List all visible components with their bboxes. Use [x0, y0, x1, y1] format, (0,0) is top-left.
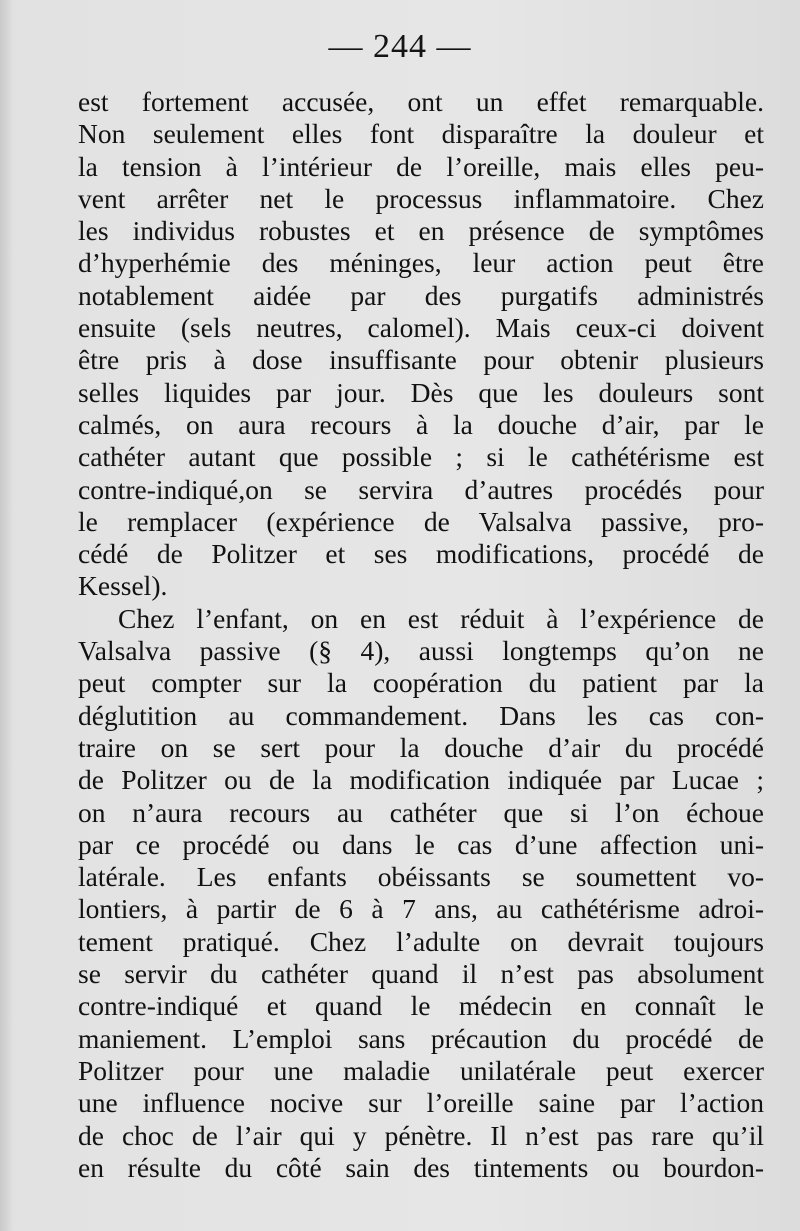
text-line: déglutition au commandement. Dans les cas con- — [78, 699, 764, 731]
text-line: une influence nocive sur l’oreille saine par l’action — [78, 1087, 764, 1119]
text-line: en résulte du côté sain des tintements ou bourdon- — [78, 1151, 764, 1183]
text-line: traire on se sert pour la douche d’air du procédé — [78, 731, 764, 763]
text-line: ensuite (sels neutres, calomel). Mais ceux-ci doivent — [78, 312, 764, 344]
text-line: selles liquides par jour. Dès que les douleurs sont — [78, 376, 764, 408]
text-line: de Politzer ou de la modification indiquée par Lucae ; — [78, 764, 764, 796]
text-line: d’hyperhémie des méninges, leur action peut être — [78, 247, 764, 279]
text-line: de choc de l’air qui y pénètre. Il n’est pas rare qu’il — [78, 1119, 764, 1151]
text-line: vent arrêter net le processus inflammatoire. Chez — [78, 182, 764, 214]
text-line: par ce procédé ou dans le cas d’une affection uni- — [78, 828, 764, 860]
text-line: se servir du cathéter quand il n’est pas absolument — [78, 958, 764, 990]
text-line: on n’aura recours au cathéter que si l’on échoue — [78, 796, 764, 828]
text-line: le remplacer (expérience de Valsalva passive, pro- — [78, 505, 764, 537]
text-line: les individus robustes et en présence de symptômes — [78, 215, 764, 247]
paragraph-1 — [78, 86, 764, 603]
text-line: notablement aidée par des purgatifs administrés — [78, 279, 764, 311]
text-line: Chez l’enfant, on en est réduit à l’expérience de — [118, 602, 764, 634]
text-line: est fortement accusée, ont un effet remarquable. — [78, 86, 764, 117]
text-line: lontiers, à partir de 6 à 7 ans, au cathétérisme adroi- — [78, 893, 764, 925]
text-line: calmés, on aura recours à la douche d’air, par le — [78, 408, 764, 440]
text-line: la tension à l’intérieur de l’oreille, mais elles peu- — [78, 150, 764, 182]
body-text — [78, 86, 764, 1184]
text-line: tement pratiqué. Chez l’adulte on devrait toujours — [78, 925, 764, 957]
text-line: maniement. L’emploi sans précaution du procédé de — [78, 1022, 764, 1054]
text-line: peut compter sur la coopération du patient par la — [78, 667, 764, 699]
text-line: Politzer pour une maladie unilatérale peut exercer — [78, 1054, 764, 1086]
text-line: Non seulement elles font disparaître la douleur et — [78, 118, 764, 150]
text-line: latérale. Les enfants obéissants se soumettent vo- — [78, 861, 764, 893]
text-line: Kessel). — [78, 570, 168, 602]
page-number: — 244 — — [328, 28, 472, 65]
text-line: cathéter autant que possible ; si le cathétérisme est — [78, 441, 764, 473]
text-line: Valsalva passive (§ 4), aussi longtemps qu’on ne — [78, 635, 764, 667]
text-line: être pris à dose insuffisante pour obtenir plusieurs — [78, 344, 764, 376]
text-line: contre-indiqué,on se servira d’autres procédés pour — [78, 473, 764, 505]
text-line: contre-indiqué et quand le médecin en connaît le — [78, 990, 764, 1022]
text-line: cédé de Politzer et ses modifications, procédé de — [78, 538, 764, 570]
paragraph-2 — [78, 603, 764, 1184]
